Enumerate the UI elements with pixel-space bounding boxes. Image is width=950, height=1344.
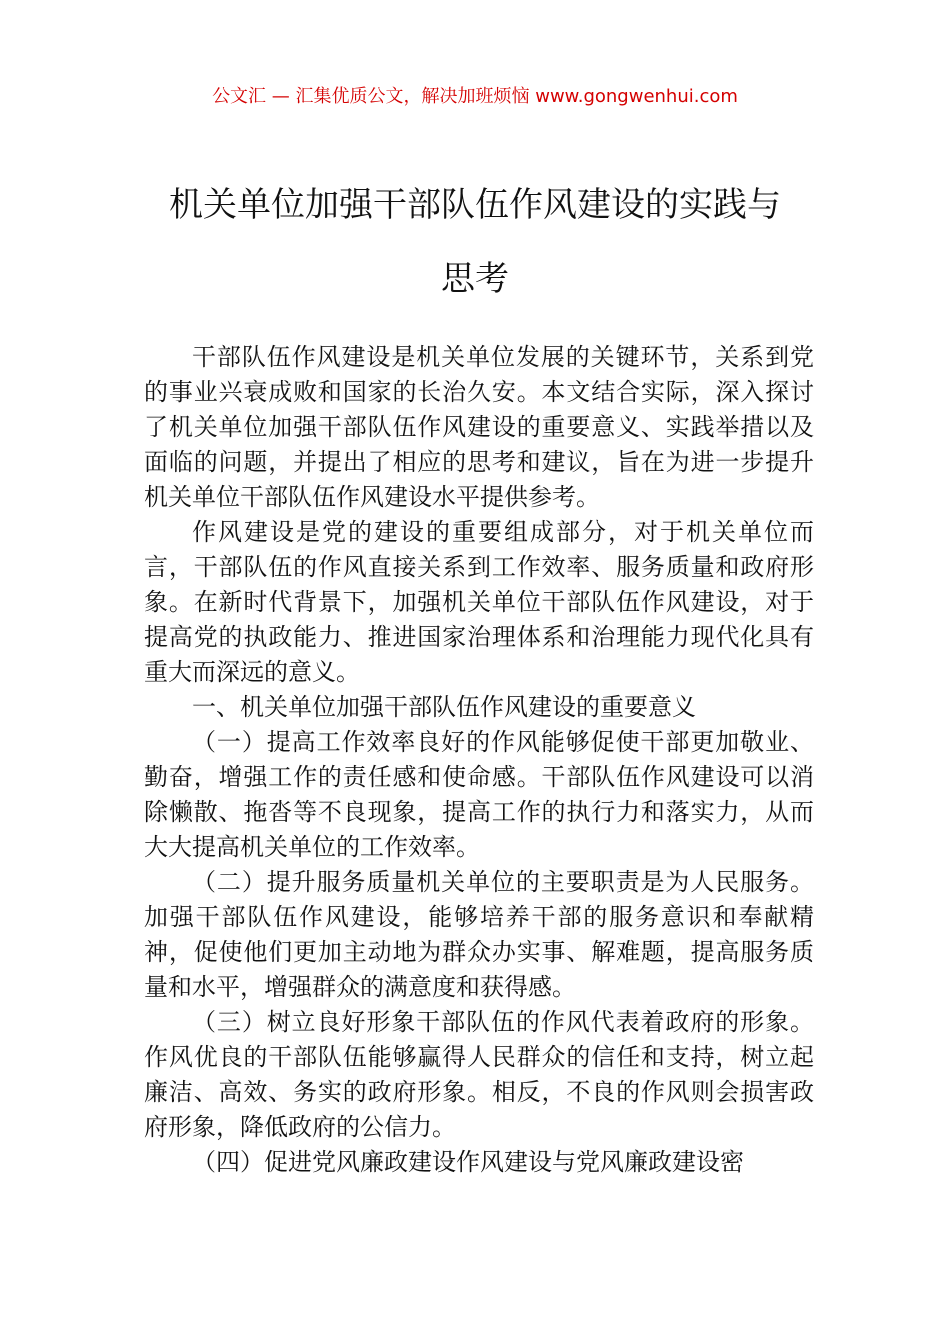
paragraph-point-1: （一）提高工作效率良好的作风能够促使干部更加敬业、勤奋，增强工作的责任感和使命感。干部队伍作风建设可以消除懒散、拖沓等不良现象，提高工作的执行力和落实力，从而大大提高机关单位的工作效率。	[144, 728, 814, 861]
paragraph-point-4: （四）促进党风廉政建设作风建设与党风廉政建设密	[192, 1148, 744, 1176]
title-line-1: 机关单位加强干部队伍作风建设的实践与	[169, 185, 781, 225]
document-body	[144, 340, 814, 1180]
section-heading: 一、机关单位加强干部队伍作风建设的重要意义	[192, 693, 696, 721]
paragraph-point-3: （三）树立良好形象干部队伍的作风代表着政府的形象。作风优良的干部队伍能够赢得人民群众的信任和支持，树立起廉洁、高效、务实的政府形象。相反，不良的作风则会损害政府形象，降低政府的公信力。	[144, 1008, 814, 1141]
title-line-2: 思考	[441, 259, 509, 299]
paragraph-point-2: （二）提升服务质量机关单位的主要职责是为人民服务。加强干部队伍作风建设，能够培养干部的服务意识和奉献精神，促使他们更加主动地为群众办实事、解难题，提高服务质量和水平，增强群众的满意度和获得感。	[144, 868, 814, 1001]
document-title	[70, 168, 880, 316]
paragraph-intro: 作风建设是党的建设的重要组成部分，对于机关单位而言，干部队伍的作风直接关系到工作效率、服务质量和政府形象。在新时代背景下，加强机关单位干部队伍作风建设，对于提高党的执政能力、推进国家治理体系和治理能力现代化具有重大而深远的意义。	[144, 518, 814, 686]
paragraph-abstract: 干部队伍作风建设是机关单位发展的关键环节，关系到党的事业兴衰成败和国家的长治久安。本文结合实际，深入探讨了机关单位加强干部队伍作风建设的重要意义、实践举措以及面临的问题，并提出了相应的思考和建议，旨在为进一步提升机关单位干部队伍作风建设水平提供参考。	[144, 343, 814, 511]
site-banner: 公文汇 — 汇集优质公文，解决加班烦恼 www.gongwenhui.com	[212, 86, 738, 107]
